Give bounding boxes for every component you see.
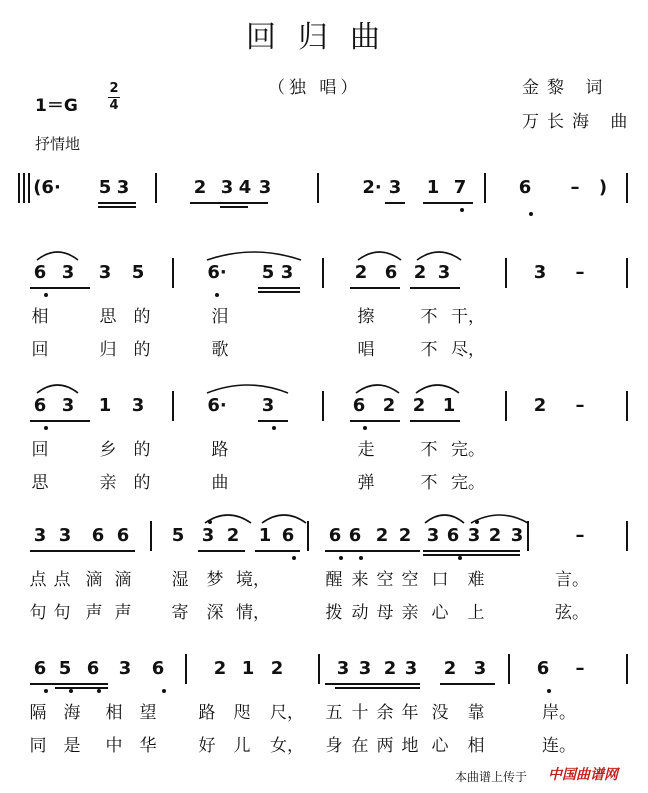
note: 3 [467,525,481,546]
slurs [0,262,648,282]
octave-dot-low [162,689,166,693]
note: 5 [261,262,275,283]
lyric-char: 曲 [211,473,229,493]
rhythm-underline [258,291,300,293]
lyric-char: 拨 [325,603,343,623]
note: 2 [226,525,240,546]
lyric-char: 难 [467,570,485,590]
slur-arc [416,385,459,393]
note: 6 [328,525,342,546]
rhythm-underline [30,420,90,422]
octave-dot-low [44,426,48,430]
rhythm-underline [220,202,248,204]
note: 6 [151,658,165,679]
note: 3 [280,262,294,283]
slur-arc [471,515,528,523]
lyric-char: 滴 [85,570,103,590]
note: 3 [358,658,372,679]
note: 2 [382,395,396,416]
note: 3 [437,262,451,283]
note: 2· [362,177,382,198]
lyric-char: 情， [236,603,270,623]
lyric-char: 擦 [357,307,375,327]
lyric-char: 言。 [555,570,589,590]
lyric-char: 华 [139,736,157,756]
note: 1 [258,525,272,546]
slur-arc [262,515,306,523]
lyric-char: 相 [31,307,49,327]
note: – [575,658,585,679]
rhythm-underline [410,420,460,422]
rhythm-underline [423,554,520,556]
note: 2 [412,395,426,416]
lyric-char: 梦 [206,570,224,590]
lyric-char: 余 [376,703,394,723]
lyric-char: 的 [133,440,151,460]
lyric-char: 的 [133,307,151,327]
note: – [575,525,585,546]
note: 3 [473,658,487,679]
lyric-char: 儿 [233,736,251,756]
rhythm-underline [350,420,400,422]
octave-dot-low [272,426,276,430]
footer-text: 本曲谱上传于 [455,770,528,784]
octave-dot-low [215,293,219,297]
rhythm-underline [410,287,460,289]
note: 6 [91,525,105,546]
rhythm-underline [55,683,108,685]
note: 2 [398,525,412,546]
lyric-char: 歌 [211,340,229,360]
lyric-char: 地 [401,736,419,756]
note: 2 [488,525,502,546]
slurs [0,525,648,545]
tempo-marking: 抒情地 [35,135,81,153]
note: 2 [383,658,397,679]
slur-arc [207,385,288,393]
note: 6· [207,262,227,283]
note: 2 [533,395,547,416]
note: 2 [213,658,227,679]
subtitle: （独 唱） [268,78,362,98]
lyric-char: 回 [31,340,49,360]
note: 6 [33,658,47,679]
lyric-char: 女， [270,736,304,756]
note: 3 [131,395,145,416]
composer-credit: 万长海 曲 [522,112,636,132]
note: 3 [220,177,234,198]
note: 2 [354,262,368,283]
lyric-char: 身 [325,736,343,756]
key-signature: 1＝G [35,96,78,116]
note: 5 [98,177,112,198]
note: 6· [207,395,227,416]
rhythm-underline [325,550,420,552]
rhythm-underline [423,202,473,204]
lyric-char: 亲 [99,473,117,493]
octave-dot-low [460,208,464,212]
time-sig-bottom: 4 [109,98,119,113]
note: 5 [131,262,145,283]
lyric-char: 空 [376,570,394,590]
note: 6 [384,262,398,283]
octave-dot-low [547,689,551,693]
rhythm-underline [220,206,248,208]
lyric-char: 咫 [233,703,251,723]
lyric-char: 来 [351,570,369,590]
lyric-char: 的 [133,473,151,493]
lyric-char: 走 [357,440,375,460]
time-signature [108,82,120,113]
notes-row [0,177,648,201]
slurs [0,395,648,415]
note: 1 [241,658,255,679]
note: 3 [404,658,418,679]
lyric-char: 点 [29,570,47,590]
note: 3 [58,525,72,546]
lyric-char: 唱 [357,340,375,360]
note: 3 [201,525,215,546]
rhythm-underline [258,287,300,289]
octave-dot-low [44,293,48,297]
octave-dot-low [339,556,343,560]
lyric-char: 连。 [542,736,576,756]
lyric-char: 中 [105,736,123,756]
lyric-char: 十 [351,703,369,723]
lyricist-credit: 金黎 词 [522,78,611,98]
rhythm-underline [385,202,405,204]
lyric-char: 尽， [451,340,485,360]
lyric-char: 的 [133,340,151,360]
lyric-char: 相 [467,736,485,756]
lyric-char: 没 [431,703,449,723]
lyric-char: 不 [420,473,438,493]
lyric-char: 思 [99,307,117,327]
note: 5 [171,525,185,546]
note: 3 [336,658,350,679]
lyric-char: 湿 [171,570,189,590]
lyric-char: 心 [431,736,449,756]
lyric-char: 不 [420,340,438,360]
lyric-char: 在 [351,736,369,756]
note: 6 [518,177,532,198]
note: 6 [33,262,47,283]
lyric-char: 弦。 [555,603,589,623]
note: 6 [352,395,366,416]
note: 3 [510,525,524,546]
lyric-char: 空 [401,570,419,590]
note: – [575,262,585,283]
note: ) [598,177,608,198]
note: 1 [98,395,112,416]
note: – [575,395,585,416]
site-logo: 中国曲谱网 [548,767,618,783]
lyric-char: 心 [431,603,449,623]
slur-arc [37,385,78,393]
lyric-char: 回 [31,440,49,460]
lyric-char: 动 [351,603,369,623]
note: 2 [193,177,207,198]
note: 3 [258,177,272,198]
rhythm-underline [198,550,245,552]
lyric-char: 声 [85,603,103,623]
note: 6 [281,525,295,546]
note: 3 [61,395,75,416]
lyric-char: 上 [467,603,485,623]
rhythm-underline [55,687,108,689]
note: 6 [536,658,550,679]
lyric-char: 完。 [451,473,485,493]
slur-arc [356,385,399,393]
note: 3 [33,525,47,546]
lyric-char: 境， [236,570,270,590]
lyric-char: 深 [206,603,224,623]
rhythm-underline [258,420,288,422]
note: 2 [443,658,457,679]
lyric-char: 思 [31,473,49,493]
note: 6 [86,658,100,679]
slur-arc [207,252,301,260]
lyric-char: 路 [211,440,229,460]
lyric-char: 靠 [467,703,485,723]
note: 3 [116,177,130,198]
lyric-char: 完。 [451,440,485,460]
note: 4 [238,177,252,198]
lyric-char: 望 [139,703,157,723]
note: – [570,177,580,198]
lyric-char: 泪 [211,307,229,327]
note: 6 [33,395,47,416]
lyric-char: 同 [29,736,47,756]
lyric-char: 两 [376,736,394,756]
lyric-char: 点 [53,570,71,590]
lyric-char: 好 [198,736,216,756]
rhythm-underline [255,550,300,552]
lyric-char: 句 [53,603,71,623]
rhythm-underline [30,287,90,289]
lyric-char: 隔 [29,703,47,723]
rhythm-underline [423,550,520,552]
note: 3 [533,262,547,283]
note: 2 [270,658,284,679]
lyric-char: 是 [63,736,81,756]
octave-dot-low [97,689,101,693]
slur-arc [37,252,78,260]
lyric-char: 口 [431,570,449,590]
note: 3 [388,177,402,198]
slur-arc [417,252,461,260]
note: 1 [442,395,456,416]
note: 6 [116,525,130,546]
note: 3 [426,525,440,546]
note: 5 [58,658,72,679]
lyric-char: 不 [420,307,438,327]
octave-dot-low [363,426,367,430]
lyric-char: 岸。 [542,703,576,723]
page-title: 回归曲 [246,20,402,55]
rhythm-underline [335,687,420,689]
slur-arc [358,252,401,260]
rhythm-underline [30,550,135,552]
octave-dot-low [44,689,48,693]
lyric-char: 相 [105,703,123,723]
note: 6 [348,525,362,546]
note: 1 [426,177,440,198]
rhythm-underline [350,287,400,289]
note: 3 [261,395,275,416]
lyric-char: 干， [451,307,485,327]
lyric-char: 年 [401,703,419,723]
note: 3 [118,658,132,679]
lyric-char: 亲 [401,603,419,623]
note: 6 [446,525,460,546]
lyric-char: 路 [198,703,216,723]
lyric-char: 滴 [114,570,132,590]
note: 3 [98,262,112,283]
lyric-char: 醒 [325,570,343,590]
octave-dot-low [69,689,73,693]
lyric-char: 弹 [357,473,375,493]
lyric-char: 海 [63,703,81,723]
octave-dot-low [359,556,363,560]
note: 7 [453,177,467,198]
rhythm-underline [98,202,136,204]
notes-row [0,658,648,682]
lyric-char: 声 [114,603,132,623]
lyric-char: 乡 [99,440,117,460]
rhythm-underline [98,206,136,208]
lyric-char: 句 [29,603,47,623]
rhythm-underline [440,683,495,685]
lyric-char: 尺， [270,703,304,723]
note: 2 [375,525,389,546]
lyric-char: 不 [420,440,438,460]
lyric-char: 归 [99,340,117,360]
octave-dot-low [529,212,533,216]
slur-arc [425,515,464,523]
note: 3 [61,262,75,283]
octave-dot-low [292,556,296,560]
octave-dot-low [458,556,462,560]
rhythm-underline [335,683,420,685]
time-sig-top: 2 [109,81,119,96]
lyric-char: 母 [376,603,394,623]
lyric-char: 五 [325,703,343,723]
lyric-char: 寄 [171,603,189,623]
note: 2 [413,262,427,283]
note: (6· [33,177,61,198]
